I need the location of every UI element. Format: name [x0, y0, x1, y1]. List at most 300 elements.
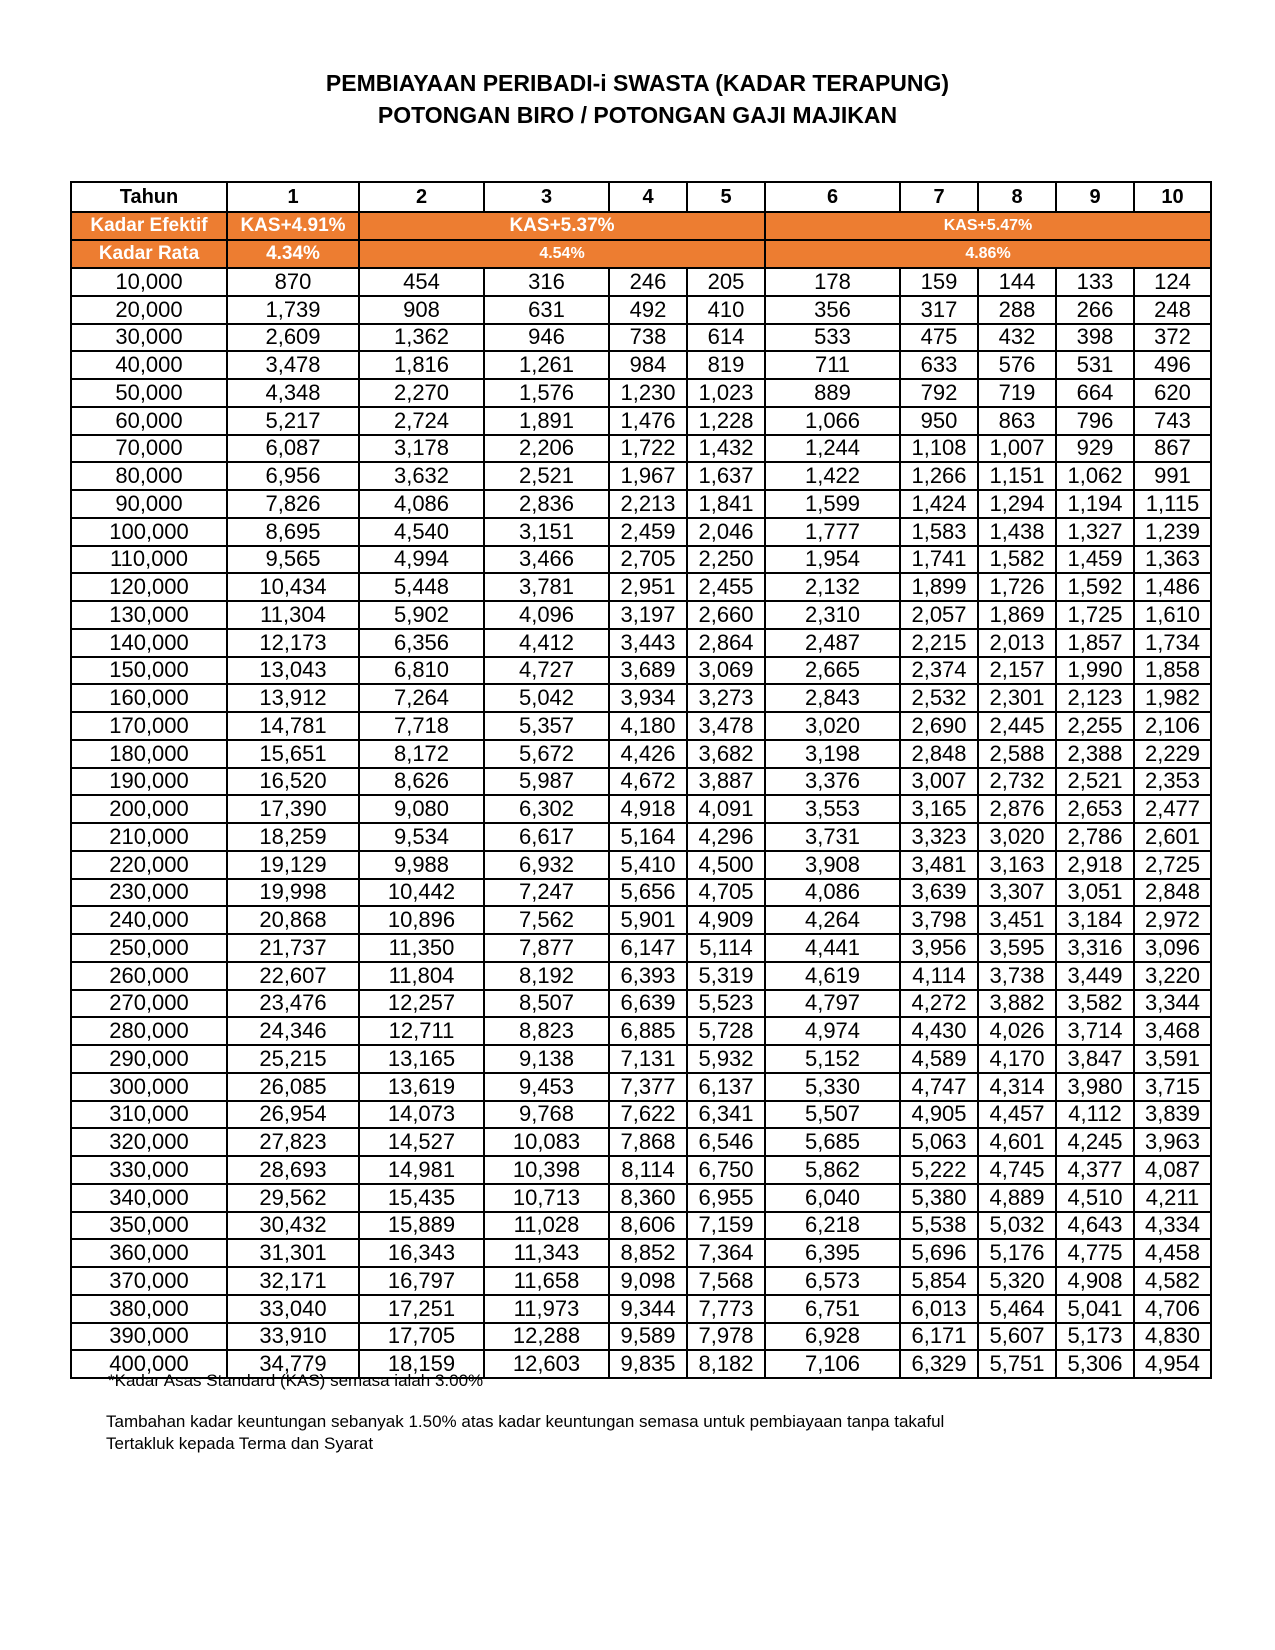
monthly-installment-cell: 5,330 [765, 1073, 900, 1101]
monthly-installment-cell: 633 [900, 351, 978, 379]
financing-amount-cell: 360,000 [71, 1239, 227, 1267]
page-title-line1: PEMBIAYAAN PERIBADI-i SWASTA (KADAR TERAPUNG) [325, 70, 950, 96]
monthly-installment-cell: 2,310 [765, 601, 900, 629]
kadar-rata-row [71, 240, 1211, 268]
monthly-installment-cell: 10,713 [484, 1184, 609, 1212]
monthly-installment-cell: 6,218 [765, 1212, 900, 1240]
monthly-installment-cell: 3,478 [687, 712, 765, 740]
installment-rows [71, 268, 1211, 1378]
monthly-installment-cell: 4,087 [1134, 1156, 1211, 1184]
monthly-installment-cell: 620 [1134, 379, 1211, 407]
monthly-installment-cell: 159 [900, 268, 978, 296]
monthly-installment-cell: 25,215 [227, 1045, 359, 1073]
monthly-installment-cell: 1,610 [1134, 601, 1211, 629]
monthly-installment-cell: 2,106 [1134, 712, 1211, 740]
financing-amount-cell: 320,000 [71, 1128, 227, 1156]
financing-amount-cell: 290,000 [71, 1045, 227, 1073]
monthly-installment-cell: 5,164 [609, 823, 687, 851]
monthly-installment-cell: 6,395 [765, 1239, 900, 1267]
monthly-installment-cell: 3,714 [1056, 1017, 1134, 1045]
monthly-installment-cell: 6,302 [484, 795, 609, 823]
monthly-installment-cell: 6,013 [900, 1295, 978, 1323]
monthly-installment-cell: 5,217 [227, 407, 359, 435]
monthly-installment-cell: 23,476 [227, 990, 359, 1018]
monthly-installment-cell: 908 [359, 296, 484, 324]
monthly-installment-cell: 2,301 [978, 684, 1056, 712]
financing-amount-cell: 250,000 [71, 934, 227, 962]
monthly-installment-cell: 743 [1134, 407, 1211, 435]
monthly-installment-cell: 9,453 [484, 1073, 609, 1101]
monthly-installment-cell: 5,672 [484, 740, 609, 768]
monthly-installment-cell: 4,026 [978, 1017, 1056, 1045]
monthly-installment-cell: 4,272 [900, 990, 978, 1018]
monthly-installment-cell: 1,954 [765, 546, 900, 574]
monthly-installment-cell: 3,007 [900, 768, 978, 796]
monthly-installment-cell: 1,459 [1056, 546, 1134, 574]
monthly-installment-cell: 33,910 [227, 1323, 359, 1351]
monthly-installment-cell: 1,739 [227, 296, 359, 324]
monthly-installment-cell: 5,728 [687, 1017, 765, 1045]
monthly-installment-cell: 6,573 [765, 1267, 900, 1295]
monthly-installment-cell: 9,138 [484, 1045, 609, 1073]
monthly-installment-cell: 4,747 [900, 1073, 978, 1101]
monthly-installment-cell: 20,868 [227, 906, 359, 934]
page-title-line2: POTONGAN BIRO / POTONGAN GAJI MAJIKAN [377, 102, 898, 128]
monthly-installment-cell: 863 [978, 407, 1056, 435]
monthly-installment-cell: 7,826 [227, 490, 359, 518]
monthly-installment-cell: 7,264 [359, 684, 484, 712]
monthly-installment-cell: 1,899 [900, 573, 978, 601]
table-row [71, 1156, 1211, 1184]
table-row [71, 1184, 1211, 1212]
monthly-installment-cell: 1,327 [1056, 518, 1134, 546]
monthly-installment-cell: 3,689 [609, 657, 687, 685]
table-row [71, 435, 1211, 463]
monthly-installment-cell: 1,741 [900, 546, 978, 574]
table-row [71, 629, 1211, 657]
monthly-installment-cell: 1,007 [978, 435, 1056, 463]
monthly-installment-cell: 3,908 [765, 851, 900, 879]
monthly-installment-cell: 4,348 [227, 379, 359, 407]
monthly-installment-cell: 4,091 [687, 795, 765, 823]
monthly-installment-cell: 6,751 [765, 1295, 900, 1323]
monthly-installment-cell: 4,908 [1056, 1267, 1134, 1295]
monthly-installment-cell: 2,455 [687, 573, 765, 601]
monthly-installment-cell: 1,582 [978, 546, 1056, 574]
monthly-installment-cell: 8,360 [609, 1184, 687, 1212]
table-row [71, 851, 1211, 879]
monthly-installment-cell: 3,165 [900, 795, 978, 823]
year-header-row [71, 182, 1211, 212]
monthly-installment-cell: 2,532 [900, 684, 978, 712]
table-row [71, 296, 1211, 324]
monthly-installment-cell: 8,182 [687, 1350, 765, 1378]
monthly-installment-cell: 4,889 [978, 1184, 1056, 1212]
monthly-installment-cell: 2,786 [1056, 823, 1134, 851]
monthly-installment-cell: 8,695 [227, 518, 359, 546]
monthly-installment-cell: 3,963 [1134, 1128, 1211, 1156]
monthly-installment-cell: 7,978 [687, 1323, 765, 1351]
year-header-cell: 2 [359, 182, 484, 212]
monthly-installment-cell: 4,441 [765, 934, 900, 962]
monthly-installment-cell: 4,619 [765, 962, 900, 990]
monthly-installment-cell: 7,718 [359, 712, 484, 740]
monthly-installment-cell: 5,410 [609, 851, 687, 879]
monthly-installment-cell: 3,956 [900, 934, 978, 962]
monthly-installment-cell: 4,974 [765, 1017, 900, 1045]
monthly-installment-cell: 3,020 [978, 823, 1056, 851]
monthly-installment-cell: 9,098 [609, 1267, 687, 1295]
financing-amount-cell: 210,000 [71, 823, 227, 851]
monthly-installment-cell: 12,603 [484, 1350, 609, 1378]
monthly-installment-cell: 5,932 [687, 1045, 765, 1073]
monthly-installment-cell: 22,607 [227, 962, 359, 990]
monthly-installment-cell: 30,432 [227, 1212, 359, 1240]
monthly-installment-cell: 5,464 [978, 1295, 1056, 1323]
year-header-cell: 7 [900, 182, 978, 212]
monthly-installment-cell: 2,013 [978, 629, 1056, 657]
monthly-installment-cell: 1,990 [1056, 657, 1134, 685]
monthly-installment-cell: 17,390 [227, 795, 359, 823]
monthly-installment-cell: 6,617 [484, 823, 609, 851]
monthly-installment-cell: 2,972 [1134, 906, 1211, 934]
monthly-installment-cell: 1,576 [484, 379, 609, 407]
table-row [71, 518, 1211, 546]
monthly-installment-cell: 6,356 [359, 629, 484, 657]
monthly-installment-cell: 8,192 [484, 962, 609, 990]
monthly-installment-cell: 6,087 [227, 435, 359, 463]
monthly-installment-cell: 4,086 [765, 879, 900, 907]
financing-amount-cell: 90,000 [71, 490, 227, 518]
table-row [71, 795, 1211, 823]
monthly-installment-cell: 8,606 [609, 1212, 687, 1240]
monthly-installment-cell: 26,085 [227, 1073, 359, 1101]
monthly-installment-cell: 11,658 [484, 1267, 609, 1295]
monthly-installment-cell: 5,987 [484, 768, 609, 796]
table-row [71, 573, 1211, 601]
monthly-installment-cell: 5,448 [359, 573, 484, 601]
financing-amount-cell: 280,000 [71, 1017, 227, 1045]
monthly-installment-cell: 9,589 [609, 1323, 687, 1351]
monthly-installment-cell: 24,346 [227, 1017, 359, 1045]
monthly-installment-cell: 1,362 [359, 324, 484, 352]
monthly-installment-cell: 4,582 [1134, 1267, 1211, 1295]
table-row [71, 1239, 1211, 1267]
monthly-installment-cell: 1,244 [765, 435, 900, 463]
monthly-installment-cell: 3,478 [227, 351, 359, 379]
monthly-installment-cell: 4,426 [609, 740, 687, 768]
monthly-installment-cell: 8,172 [359, 740, 484, 768]
kadar-efektif-label: Kadar Efektif [71, 212, 227, 240]
kadar-rata-label: Kadar Rata [71, 240, 227, 268]
monthly-installment-cell: 576 [978, 351, 1056, 379]
monthly-installment-cell: 889 [765, 379, 900, 407]
monthly-installment-cell: 7,622 [609, 1101, 687, 1129]
monthly-installment-cell: 5,538 [900, 1212, 978, 1240]
monthly-installment-cell: 867 [1134, 435, 1211, 463]
monthly-installment-cell: 11,343 [484, 1239, 609, 1267]
monthly-installment-cell: 1,108 [900, 435, 978, 463]
monthly-installment-cell: 2,206 [484, 435, 609, 463]
monthly-installment-cell: 2,521 [484, 462, 609, 490]
table-row [71, 962, 1211, 990]
monthly-installment-cell: 2,255 [1056, 712, 1134, 740]
monthly-installment-cell: 796 [1056, 407, 1134, 435]
monthly-installment-cell: 1,230 [609, 379, 687, 407]
monthly-installment-cell: 7,377 [609, 1073, 687, 1101]
year-header-cell: 9 [1056, 182, 1134, 212]
monthly-installment-cell: 5,685 [765, 1128, 900, 1156]
monthly-installment-cell: 11,304 [227, 601, 359, 629]
table-row [71, 934, 1211, 962]
table-row [71, 1267, 1211, 1295]
monthly-installment-cell: 5,902 [359, 601, 484, 629]
monthly-installment-cell: 496 [1134, 351, 1211, 379]
monthly-installment-cell: 288 [978, 296, 1056, 324]
financing-amount-cell: 10,000 [71, 268, 227, 296]
monthly-installment-cell: 9,080 [359, 795, 484, 823]
monthly-installment-cell: 14,527 [359, 1128, 484, 1156]
table-row [71, 1073, 1211, 1101]
financing-amount-cell: 190,000 [71, 768, 227, 796]
monthly-installment-cell: 5,152 [765, 1045, 900, 1073]
monthly-installment-cell: 7,364 [687, 1239, 765, 1267]
table-row [71, 1295, 1211, 1323]
monthly-installment-cell: 492 [609, 296, 687, 324]
monthly-installment-cell: 2,876 [978, 795, 1056, 823]
table-row [71, 546, 1211, 574]
monthly-installment-cell: 5,507 [765, 1101, 900, 1129]
financing-amount-cell: 50,000 [71, 379, 227, 407]
financing-amount-cell: 380,000 [71, 1295, 227, 1323]
monthly-installment-cell: 2,848 [1134, 879, 1211, 907]
monthly-installment-cell: 15,435 [359, 1184, 484, 1212]
monthly-installment-cell: 4,601 [978, 1128, 1056, 1156]
monthly-installment-cell: 13,043 [227, 657, 359, 685]
monthly-installment-cell: 11,804 [359, 962, 484, 990]
year-header-cell: 8 [978, 182, 1056, 212]
year-header-cell: 3 [484, 182, 609, 212]
note-tambahan: Tambahan kadar keuntungan sebanyak 1.50% atas kadar keuntungan semasa untuk pembiayaan tanpa takaful [106, 1412, 945, 1431]
table-row [71, 407, 1211, 435]
kadar-efektif-year6-10: KAS+5.47% [765, 212, 1211, 240]
monthly-installment-cell: 33,040 [227, 1295, 359, 1323]
monthly-installment-cell: 4,905 [900, 1101, 978, 1129]
monthly-installment-cell: 2,609 [227, 324, 359, 352]
monthly-installment-cell: 4,830 [1134, 1323, 1211, 1351]
monthly-installment-cell: 3,582 [1056, 990, 1134, 1018]
monthly-installment-cell: 4,112 [1056, 1101, 1134, 1129]
monthly-installment-cell: 2,725 [1134, 851, 1211, 879]
monthly-installment-cell: 2,724 [359, 407, 484, 435]
year-header-cell: 6 [765, 182, 900, 212]
monthly-installment-cell: 4,589 [900, 1045, 978, 1073]
financing-amount-cell: 180,000 [71, 740, 227, 768]
monthly-installment-cell: 1,967 [609, 462, 687, 490]
monthly-installment-cell: 3,151 [484, 518, 609, 546]
monthly-installment-cell: 3,887 [687, 768, 765, 796]
monthly-installment-cell: 1,869 [978, 601, 1056, 629]
monthly-installment-cell: 3,639 [900, 879, 978, 907]
monthly-installment-cell: 950 [900, 407, 978, 435]
monthly-installment-cell: 2,250 [687, 546, 765, 574]
kadar-rata-year1: 4.34% [227, 240, 359, 268]
monthly-installment-cell: 1,722 [609, 435, 687, 463]
monthly-installment-cell: 5,607 [978, 1323, 1056, 1351]
monthly-installment-cell: 1,858 [1134, 657, 1211, 685]
kadar-efektif-row [71, 212, 1211, 240]
monthly-installment-cell: 2,057 [900, 601, 978, 629]
financing-amount-cell: 270,000 [71, 990, 227, 1018]
monthly-installment-cell: 8,114 [609, 1156, 687, 1184]
monthly-installment-cell: 6,928 [765, 1323, 900, 1351]
table-row [71, 768, 1211, 796]
monthly-installment-cell: 2,213 [609, 490, 687, 518]
monthly-installment-cell: 15,651 [227, 740, 359, 768]
monthly-installment-cell: 6,639 [609, 990, 687, 1018]
monthly-installment-cell: 12,288 [484, 1323, 609, 1351]
financing-amount-cell: 230,000 [71, 879, 227, 907]
table-row [71, 1128, 1211, 1156]
monthly-installment-cell: 13,619 [359, 1073, 484, 1101]
monthly-installment-cell: 5,656 [609, 879, 687, 907]
monthly-installment-cell: 3,451 [978, 906, 1056, 934]
monthly-installment-cell: 533 [765, 324, 900, 352]
monthly-installment-cell: 7,568 [687, 1267, 765, 1295]
monthly-installment-cell: 5,380 [900, 1184, 978, 1212]
table-row [71, 1212, 1211, 1240]
monthly-installment-cell: 3,980 [1056, 1073, 1134, 1101]
monthly-installment-cell: 2,046 [687, 518, 765, 546]
monthly-installment-cell: 16,797 [359, 1267, 484, 1295]
monthly-installment-cell: 205 [687, 268, 765, 296]
table-row [71, 990, 1211, 1018]
table-row [71, 684, 1211, 712]
monthly-installment-cell: 1,294 [978, 490, 1056, 518]
monthly-installment-cell: 2,270 [359, 379, 484, 407]
monthly-installment-cell: 6,137 [687, 1073, 765, 1101]
monthly-installment-cell: 3,443 [609, 629, 687, 657]
monthly-installment-cell: 5,696 [900, 1239, 978, 1267]
monthly-installment-cell: 3,344 [1134, 990, 1211, 1018]
kadar-rata-year2-5: 4.54% [359, 240, 765, 268]
monthly-installment-cell: 3,591 [1134, 1045, 1211, 1073]
monthly-installment-cell: 10,434 [227, 573, 359, 601]
monthly-installment-cell: 1,023 [687, 379, 765, 407]
monthly-installment-cell: 17,251 [359, 1295, 484, 1323]
monthly-installment-cell: 14,781 [227, 712, 359, 740]
monthly-installment-cell: 9,534 [359, 823, 484, 851]
monthly-installment-cell: 6,956 [227, 462, 359, 490]
table-row [71, 1101, 1211, 1129]
monthly-installment-cell: 3,273 [687, 684, 765, 712]
monthly-installment-cell: 2,353 [1134, 768, 1211, 796]
financing-amount-cell: 170,000 [71, 712, 227, 740]
monthly-installment-cell: 3,020 [765, 712, 900, 740]
kadar-efektif-year2-5: KAS+5.37% [359, 212, 765, 240]
monthly-installment-cell: 3,798 [900, 906, 978, 934]
monthly-installment-cell: 1,062 [1056, 462, 1134, 490]
monthly-installment-cell: 2,653 [1056, 795, 1134, 823]
monthly-installment-cell: 4,457 [978, 1101, 1056, 1129]
table-row [71, 823, 1211, 851]
monthly-installment-cell: 1,592 [1056, 573, 1134, 601]
monthly-installment-cell: 4,458 [1134, 1239, 1211, 1267]
monthly-installment-cell: 31,301 [227, 1239, 359, 1267]
monthly-installment-cell: 6,393 [609, 962, 687, 990]
monthly-installment-cell: 11,973 [484, 1295, 609, 1323]
monthly-installment-cell: 1,363 [1134, 546, 1211, 574]
monthly-installment-cell: 2,918 [1056, 851, 1134, 879]
monthly-installment-cell: 711 [765, 351, 900, 379]
monthly-installment-cell: 9,565 [227, 546, 359, 574]
table-row [71, 906, 1211, 934]
monthly-installment-cell: 32,171 [227, 1267, 359, 1295]
table-row [71, 462, 1211, 490]
monthly-installment-cell: 1,239 [1134, 518, 1211, 546]
monthly-installment-cell: 10,083 [484, 1128, 609, 1156]
monthly-installment-cell: 819 [687, 351, 765, 379]
monthly-installment-cell: 719 [978, 379, 1056, 407]
monthly-installment-cell: 531 [1056, 351, 1134, 379]
monthly-installment-cell: 6,040 [765, 1184, 900, 1212]
monthly-installment-cell: 4,909 [687, 906, 765, 934]
monthly-installment-cell: 4,086 [359, 490, 484, 518]
monthly-installment-cell: 432 [978, 324, 1056, 352]
monthly-installment-cell: 3,163 [978, 851, 1056, 879]
monthly-installment-cell: 870 [227, 268, 359, 296]
monthly-installment-cell: 7,106 [765, 1350, 900, 1378]
financing-rate-table [70, 181, 1212, 1379]
monthly-installment-cell: 34,779 [227, 1350, 359, 1378]
monthly-installment-cell: 21,737 [227, 934, 359, 962]
monthly-installment-cell: 2,132 [765, 573, 900, 601]
monthly-installment-cell: 2,487 [765, 629, 900, 657]
monthly-installment-cell: 4,412 [484, 629, 609, 657]
monthly-installment-cell: 3,781 [484, 573, 609, 601]
monthly-installment-cell: 18,259 [227, 823, 359, 851]
monthly-installment-cell: 4,994 [359, 546, 484, 574]
monthly-installment-cell: 3,069 [687, 657, 765, 685]
monthly-installment-cell: 2,521 [1056, 768, 1134, 796]
monthly-installment-cell: 1,486 [1134, 573, 1211, 601]
monthly-installment-cell: 5,357 [484, 712, 609, 740]
financing-amount-cell: 40,000 [71, 351, 227, 379]
financing-amount-cell: 60,000 [71, 407, 227, 435]
financing-amount-cell: 390,000 [71, 1323, 227, 1351]
monthly-installment-cell: 1,228 [687, 407, 765, 435]
monthly-installment-cell: 4,170 [978, 1045, 1056, 1073]
monthly-installment-cell: 4,211 [1134, 1184, 1211, 1212]
financing-amount-cell: 240,000 [71, 906, 227, 934]
monthly-installment-cell: 4,334 [1134, 1212, 1211, 1240]
monthly-installment-cell: 7,773 [687, 1295, 765, 1323]
monthly-installment-cell: 133 [1056, 268, 1134, 296]
monthly-installment-cell: 1,194 [1056, 490, 1134, 518]
monthly-installment-cell: 4,510 [1056, 1184, 1134, 1212]
monthly-installment-cell: 3,323 [900, 823, 978, 851]
monthly-installment-cell: 1,261 [484, 351, 609, 379]
financing-amount-cell: 150,000 [71, 657, 227, 685]
monthly-installment-cell: 5,222 [900, 1156, 978, 1184]
monthly-installment-cell: 1,066 [765, 407, 900, 435]
monthly-installment-cell: 4,377 [1056, 1156, 1134, 1184]
financing-amount-cell: 70,000 [71, 435, 227, 463]
monthly-installment-cell: 7,877 [484, 934, 609, 962]
table-row [71, 379, 1211, 407]
monthly-installment-cell: 3,468 [1134, 1017, 1211, 1045]
monthly-installment-cell: 4,180 [609, 712, 687, 740]
